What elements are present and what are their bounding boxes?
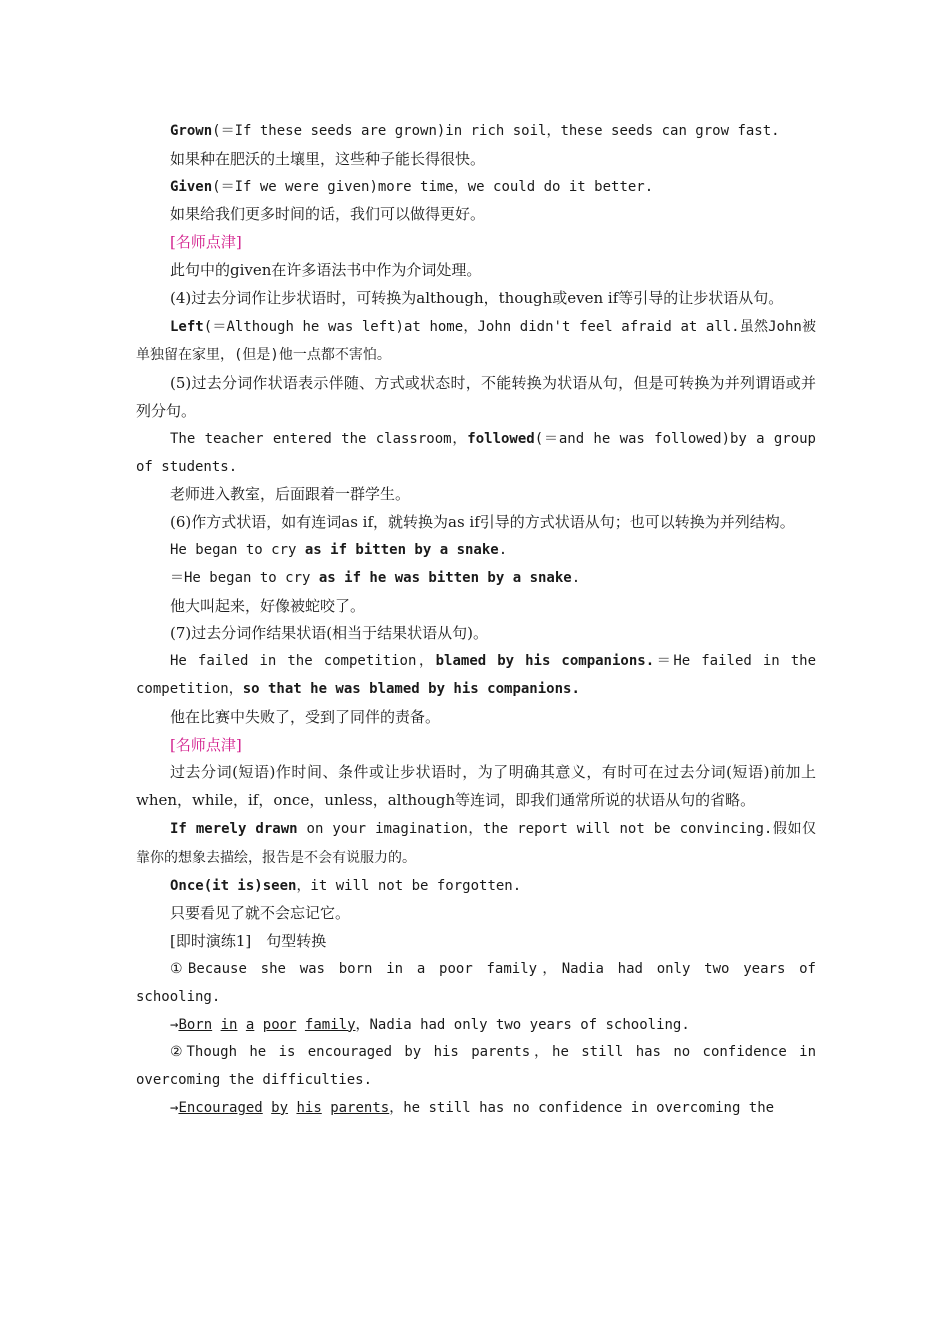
exercise-answer [136,1095,816,1123]
answer-blank: his [296,1099,322,1116]
paragraph: 如果给我们更多时间的话，我们可以做得更好。 [170,205,486,224]
text-run: He failed in the competition， [170,653,436,670]
paragraph: 过去分词(短语)作时间、条件或让步状语时，为了明确其意义，有时可在过去分词(短语)前加上when，while，if，once，unless，although等连词，即我们通常所说的状语从句的省略。 [136,763,816,810]
bold-phrase: Grown [170,123,213,139]
bold-phrase: blamed by his companions. [435,653,655,670]
text-run: ＝He began to cry [170,569,319,586]
text-run: . [498,541,508,558]
paragraph: (6)作方式状语，如有连词as if，就转换为as if引导的方式状语从句；也可以转换为并列结构。 [170,513,795,532]
document-body [136,118,816,1123]
text-run: on your imagination，the report will not be convincing.假如仅靠你的想象去描绘，报告是不会有说服力的。 [136,820,816,866]
answer-blank: in [220,1016,238,1033]
bold-phrase: followed [467,430,535,447]
bold-phrase: If merely drawn [170,820,298,837]
exercise-item: ①Because she was born in a poor family，Nadia had only two years of schooling. [136,960,816,1005]
text-run: ，it will not be forgotten. [296,877,522,894]
paragraph: 他在比赛中失败了，受到了同伴的责备。 [170,707,441,726]
exercise-answer [136,1012,816,1040]
paragraph [136,873,816,901]
teacher-tip-label: [名师点津] [170,735,242,754]
paragraph: 如果种在肥沃的土壤里，这些种子能长得很快。 [170,149,486,168]
answer-blank: a [245,1016,255,1033]
paragraph: 只要看见了就不会忘记它。 [170,904,351,923]
answer-blank: Encouraged [178,1099,263,1116]
text-run: ，he still has no confidence in overcoming the [389,1099,775,1116]
arrow-icon: → [170,1099,179,1116]
paragraph [136,118,816,146]
bold-phrase: Once(it is)seen [170,877,297,894]
exercise-heading: [即时演练1] 句型转换 [170,932,327,951]
text-run: . [571,569,581,586]
text-run: He began to cry [170,541,305,558]
paragraph: (7)过去分词作结果状语(相当于结果状语从句)。 [170,624,488,643]
answer-blank: Born [178,1016,213,1033]
bold-phrase: as if bitten by a snake [304,541,499,558]
paragraph: (5)过去分词作状语表示伴随、方式或状态时，不能转换为状语从句，但是可转换为并列谓语或并列分句。 [136,374,816,420]
text-run: ＝He failed in the competition， [136,653,817,697]
text-run: (＝and he was followed)by a group of students. [136,430,816,475]
paragraph: 老师进入教室，后面跟着一群学生。 [170,485,411,504]
paragraph [136,174,816,202]
bold-phrase: as if he was bitten by a snake [318,569,572,586]
teacher-tip-label: [名师点津] [170,233,242,252]
text-run: The teacher entered the classroom， [170,430,468,447]
text-run: (＝Although he was left)at home，John didn't feel afraid at all.虽然John被单独留在家里，(但是)他一点都不害怕。 [136,318,816,364]
paragraph [136,565,816,593]
answer-blank: parents [330,1099,390,1116]
bold-phrase: so that he was blamed by his companions. [242,680,580,697]
paragraph: (4)过去分词作让步状语时，可转换为although，though或even if等引导的让步状语从句。 [170,288,784,307]
text-run: ，Nadia had only two years of schooling. [355,1016,690,1033]
answer-blank: family [304,1016,356,1033]
text-run: (＝If we were given)more time，we could do it better. [212,178,654,195]
bold-phrase: Left [170,318,204,335]
exercise-item: ②Though he is encouraged by his parents，he still has no confidence in overcoming the difficulties. [136,1044,816,1089]
answer-blank: by [271,1099,289,1116]
text-run: (＝If these seeds are grown)in rich soil，these seeds can grow fast. [212,123,780,139]
paragraph: 此句中的given在许多语法书中作为介词处理。 [170,260,482,279]
paragraph [136,426,816,482]
paragraph [136,815,816,873]
paragraph [136,648,816,704]
arrow-icon: → [170,1016,179,1033]
paragraph: 他大叫起来，好像被蛇咬了。 [170,596,366,615]
answer-blank: poor [262,1016,297,1033]
paragraph [136,537,816,565]
paragraph [136,313,816,371]
bold-phrase: Given [170,178,213,195]
